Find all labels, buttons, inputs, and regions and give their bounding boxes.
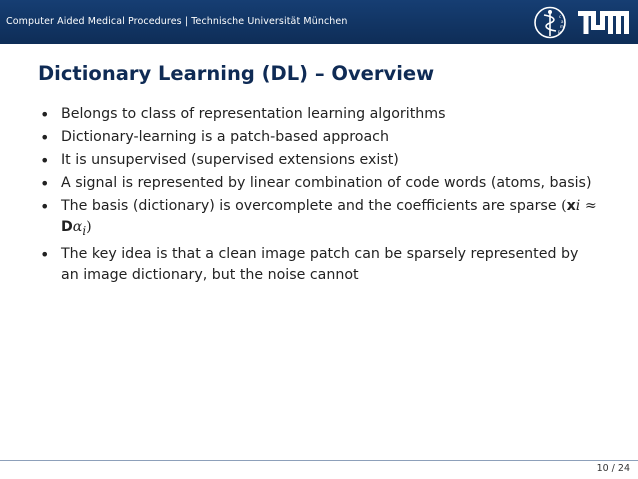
tum-logo-icon [576, 5, 632, 40]
bullet-icon: • [40, 128, 50, 147]
bullet-list [40, 104, 600, 288]
bullet-icon: • [40, 151, 50, 170]
list-item: • It is unsupervised (supervised extensions exist) [40, 151, 399, 170]
svg-text:p: p [558, 29, 561, 34]
page-number: 10 / 24 [596, 463, 630, 474]
slide-title: Dictionary Learning (DL) – Overview [38, 62, 435, 85]
header-bar [0, 0, 638, 44]
footer-divider [0, 460, 638, 461]
bullet-icon: • [40, 174, 50, 193]
svg-text:m: m [560, 24, 564, 29]
list-item: • A signal is represented by linear combination of code words (atoms, basis) [40, 174, 592, 193]
svg-text:c: c [559, 14, 562, 19]
list-item: • Belongs to class of representation learning algorithms [40, 105, 446, 124]
list-item: • The key idea is that a clean image patch can be sparsely represented by an image dictionary, but the noise cannot [40, 244, 579, 283]
list-item: • The basis (dictionary) is overcomplete and the coefficients are sparse $(xi \approx D\alpha_i)$ [40, 197, 597, 238]
camp-caduceus-logo-icon [532, 5, 568, 40]
list-item: • Dictionary-learning is a patch-based approach [40, 128, 389, 147]
bullet-icon: • [40, 244, 50, 264]
bullet-icon: • [40, 197, 50, 216]
sparse-formula: $(xi \approx D\alpha_i)$ [61, 198, 597, 238]
bullet-icon: • [40, 105, 50, 124]
svg-text:a: a [561, 19, 564, 24]
header-text: Computer Aided Medical Procedures | Technische Universität München [6, 16, 348, 27]
